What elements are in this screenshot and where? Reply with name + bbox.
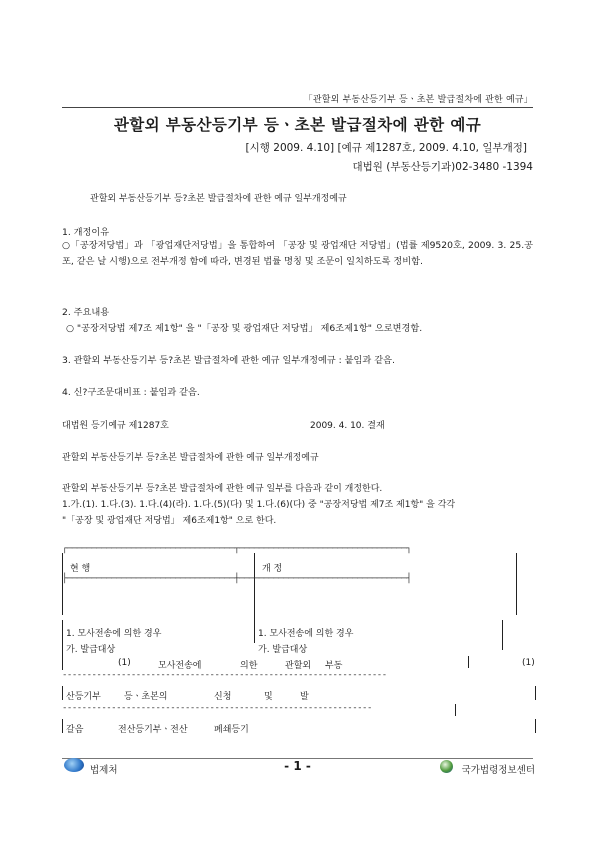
column-header-current: 현 행 — [70, 564, 91, 574]
section-2-text: ○ "공장저당법 제7조 제1항" 을 "「공장 및 광업재단 저당법」 제6조제1항" 으로변경함. — [66, 323, 423, 334]
row-3-a: (1) — [118, 658, 131, 668]
row-4-d: 및 — [264, 692, 273, 702]
table-left-border-2 — [62, 620, 63, 670]
section-1-text: ○「공장저당법」과 「광업재단저당법」을 통합하여 「공장 및 광업재단 저당법」(법률 제9520호, 2009. 3. 25.공포, 같은 날 시행)으로 전부개정 함에 따라, 변경된 법률 명칭 및 조문이 일치하도록 정비함. — [62, 240, 533, 267]
table-top-border: ┌──────────────────────────────────┬──────────────────────────────────┐ — [62, 544, 412, 554]
decree-number: 대법원 등기예규 제1287호 — [62, 421, 169, 431]
section-3: 3. 관할외 부동산등기부 등?초본 발급절차에 관한 예규 일부개정예규 : 붙임과 같음. — [62, 355, 395, 366]
section-4: 4. 신?구조문대비표 : 붙임과 같음. — [62, 387, 200, 398]
intro-text: 관할외 부동산등기부 등?초본 발급절차에 관한 예규 일부개정예규 — [90, 194, 347, 204]
row-4-e: 발 — [300, 692, 309, 702]
document-contact: 대법원 (부동산등기과)02-3480 -1394 — [352, 161, 533, 173]
table-row-divider-2: --------------------------------------------------------------- — [62, 703, 372, 713]
row-5-left-bar — [62, 719, 63, 733]
row-4-left-bar — [62, 686, 63, 700]
footer-center-name: 국가법령정보센터 — [461, 765, 535, 776]
amendment-line-2: 1.가.(1). 1.다.(3). 1.다.(4)(라). 1.다.(5)(다) 및 1.다.(6)(다) 중 "공장저당법 제7조 제1항" 을 각각 — [62, 500, 456, 510]
row-1-current: 1. 모사전송에 의한 경우 — [66, 629, 162, 639]
row-5-mid-bar — [455, 704, 456, 716]
law-info-center-logo-icon — [440, 760, 453, 773]
row-3-bar — [468, 656, 469, 668]
row-3-c: 의한 — [240, 661, 258, 671]
row-5-b: 전산등기부ㆍ전산 — [118, 725, 188, 735]
decree-date: 2009. 4. 10. 결재 — [310, 421, 385, 431]
row-2-revised: 가. 발급대상 — [258, 645, 308, 655]
footer-agency: 법제처 — [90, 765, 118, 776]
row-5-a: 갈음 — [66, 725, 84, 735]
row-4-a: 산등기부 — [66, 692, 101, 702]
column-header-revised: 개 정 — [262, 564, 283, 574]
table-row-divider-1: ------------------------------------------------------------------ — [62, 670, 387, 680]
table-header-divider: ├──────────────────────────────────┼──────────────────────────────────┤ — [62, 574, 412, 584]
row-5-right-bar — [535, 719, 536, 733]
row-3-e: 부동 — [325, 661, 343, 671]
table-mid-border — [254, 553, 255, 643]
page-number: - 1 - — [284, 759, 311, 773]
amendment-line-3: "「공장 및 광업재단 저당법」 제6조제1항" 으로 한다. — [62, 516, 277, 526]
row-4-b: 등ㆍ초본의 — [124, 692, 168, 702]
section-2-heading: 2. 주요내용 — [62, 307, 110, 318]
row-2-current: 가. 발급대상 — [66, 645, 116, 655]
row-3-d: 관할외 — [285, 661, 312, 671]
running-header: 「관할외 부동산등기부 등ㆍ초본 발급절차에 관한 예규」 — [303, 95, 533, 105]
table-right-border — [516, 553, 517, 615]
table-right-border-2 — [502, 620, 503, 650]
header-divider — [62, 107, 533, 108]
decree-title: 관할외 부동산등기부 등?초본 발급절차에 관한 예규 일부개정예규 — [62, 453, 319, 463]
amendment-line-1: 관할외 부동산등기부 등?초본 발급절차에 관한 예규 일부를 다음과 같이 개정한다. — [62, 484, 383, 494]
row-1-revised: 1. 모사전송에 의한 경우 — [258, 629, 354, 639]
table-left-border — [62, 553, 63, 615]
row-4-right-bar — [535, 686, 536, 700]
row-4-c: 신청 — [214, 692, 232, 702]
document-title: 관할외 부동산등기부 등ㆍ초본 발급절차에 관한 예규 — [113, 116, 482, 134]
document-meta: [시행 2009. 4.10] [예규 제1287호, 2009. 4.10, 일부개정] — [245, 142, 527, 154]
row-3-b: 모사전송에 — [158, 661, 202, 671]
section-1-heading: 1. 개정이유 — [62, 227, 110, 238]
row-5-c: 폐쇄등기 — [214, 725, 249, 735]
row-3-f: (1) — [522, 658, 535, 668]
